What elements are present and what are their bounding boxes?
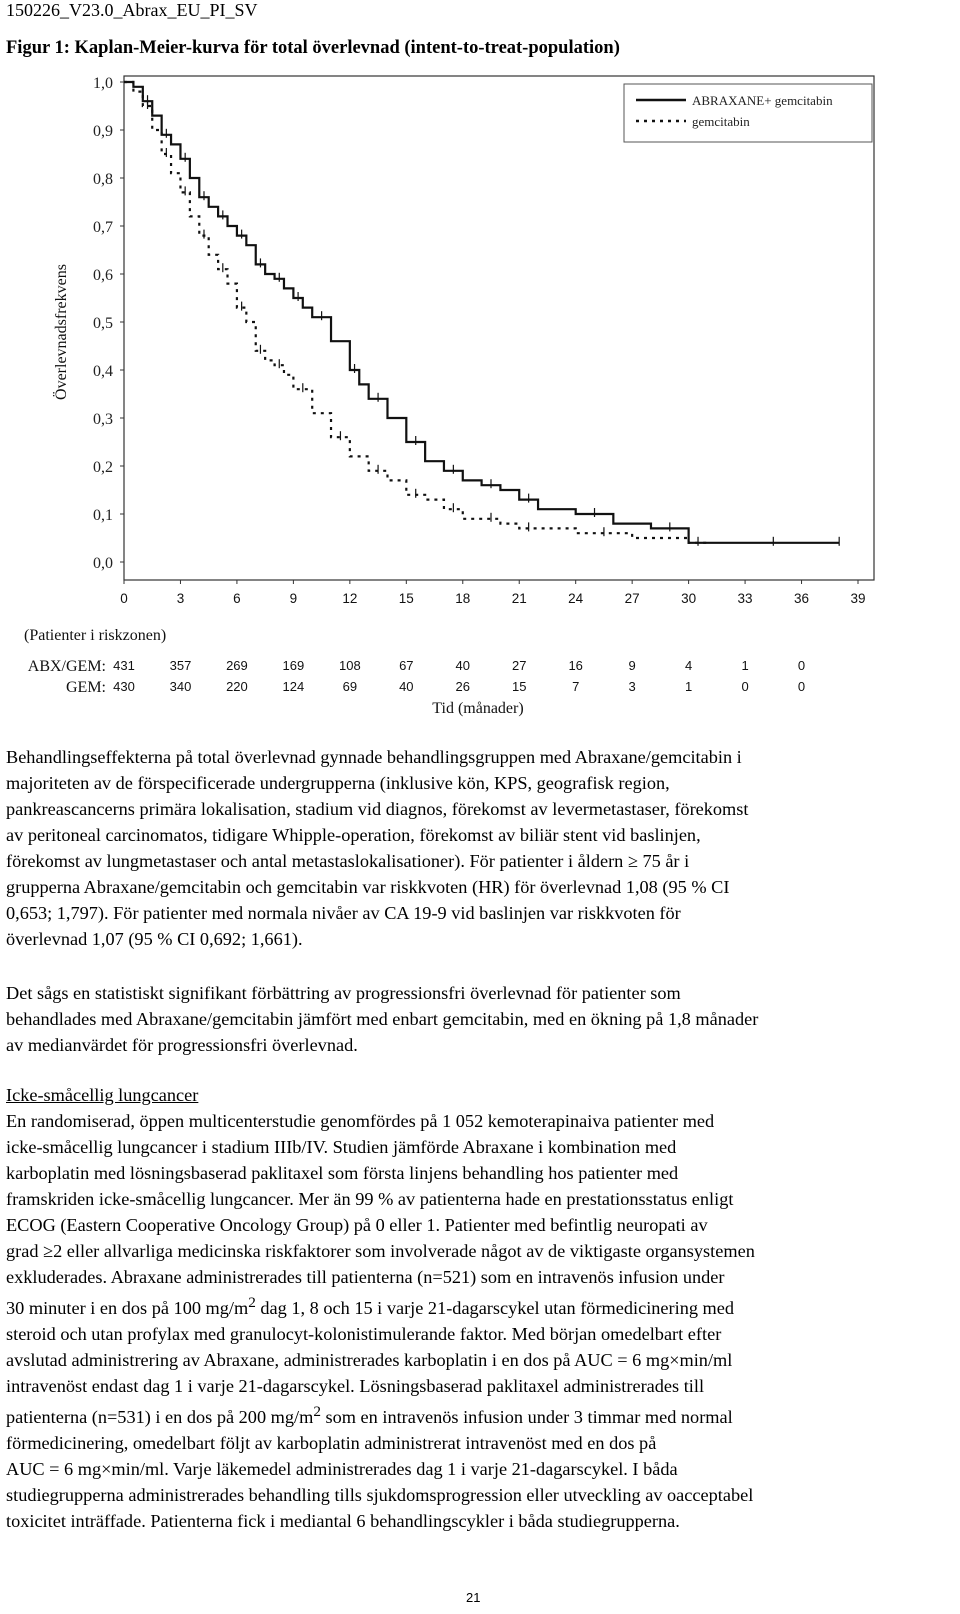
text-line: grupperna Abraxane/gemcitabin och gemcitabin var riskkvoten (HR) för överlevnad 1,08 (95 % CI: [6, 877, 730, 897]
y-tick-label: 0,0: [93, 555, 113, 572]
y-tick-label: 0,9: [93, 123, 113, 140]
risk-value: 124: [282, 679, 305, 694]
chart-axes: [124, 76, 874, 580]
risk-value: 269: [226, 658, 248, 673]
text-line: pankreascancerns primära lokalisation, stadium vid diagnos, förekomst av levermetastaser, förekomst: [6, 799, 749, 819]
risk-value: 0: [741, 679, 749, 694]
section-heading: Icke-småcellig lungcancer: [6, 1085, 199, 1105]
risk-value: 67: [399, 658, 414, 673]
risk-value: 26: [455, 679, 471, 694]
y-tick-label: 0,7: [93, 219, 113, 236]
y-tick-label: 0,2: [93, 459, 113, 476]
x-tick-label: 15: [398, 591, 414, 606]
text-line: av medianvärdet för progressionsfri överlevnad.: [6, 1035, 358, 1055]
text-fragment: patienterna (n=531) i en dos på 200 mg/m: [6, 1407, 314, 1428]
text-line: studiegrupperna administrerades behandling tills sjukdomsprogression eller utveckling av oacceptabel: [6, 1485, 754, 1506]
x-tick-label: 18: [455, 591, 471, 606]
y-tick-label: 0,8: [93, 171, 113, 188]
y-tick-label: 0,5: [93, 315, 113, 332]
risk-table-values: [113, 658, 805, 694]
x-tick-label: 21: [511, 591, 527, 606]
text-line: grad ≥2 eller allvarliga medicinska riskfaktorer som involverade något av de viktigaste organsystemen: [6, 1241, 755, 1261]
superscript: 2: [248, 1294, 256, 1311]
x-tick-label: 9: [289, 591, 298, 606]
paragraph-pfs: [6, 980, 956, 1058]
risk-value: 27: [511, 658, 527, 673]
text-line-dose-paclitaxel: [6, 1399, 956, 1430]
x-tick-labels: [120, 580, 865, 606]
risk-value: 340: [169, 679, 192, 694]
risk-value: 69: [342, 679, 358, 694]
risk-value: 1: [741, 658, 749, 673]
risk-value: 40: [399, 679, 414, 694]
chart-legend: [624, 84, 872, 142]
text-line: Det sågs en statistiskt signifikant förbättring av progressionsfri överlevnad för patienter som: [6, 983, 681, 1003]
survival-curve-abraxane-gemcitabin: [124, 82, 839, 543]
risk-value: 16: [568, 658, 583, 673]
y-tick-label: 0,6: [93, 267, 113, 284]
x-tick-label: 0: [120, 591, 128, 606]
survival-curves: [124, 82, 839, 546]
text-line: förekomst av lungmetastaser och antal metastaslokalisationer). För patienter i åldern ≥ 75 år i: [6, 851, 690, 871]
page-number: 21: [466, 1590, 481, 1605]
figure-title: Figur 1: Kaplan-Meier-kurva för total överlevnad (intent-to-treat-population): [6, 38, 620, 58]
text-fragment: dag 1, 8 och 15 i varje 21-dagarscykel utan förmedicinering med: [255, 1298, 735, 1319]
text-line: 0,653; 1,797). För patienter med normala nivåer av CA 19-9 vid baslinjen var riskkvoten för: [6, 903, 681, 923]
text-line: ECOG (Eastern Cooperative Oncology Group) på 0 eller 1. Patienter med befintlig neuropati av: [6, 1215, 708, 1235]
risk-value: 9: [628, 658, 636, 673]
risk-value: 0: [797, 658, 806, 673]
risk-table-title: (Patienter i riskzonen): [24, 627, 167, 644]
x-axis-label: Tid (månader): [432, 700, 524, 717]
x-tick-label: 30: [681, 591, 697, 606]
risk-value: 15: [511, 679, 527, 694]
text-line-dose-abraxane: [6, 1290, 956, 1321]
document-id-header: 150226_V23.0_Abrax_EU_PI_SV: [6, 0, 258, 20]
x-tick-label: 6: [233, 591, 241, 606]
legend-label-abraxane: ABRAXANE+ gemcitabin: [692, 93, 833, 108]
risk-value: 220: [226, 679, 248, 694]
text-fragment: som en intravenös infusion under 3 timmar med normal: [320, 1407, 733, 1428]
superscript: 2: [313, 1403, 321, 1421]
plot-frame: [124, 76, 874, 580]
text-fragment: 30 minuter i en dos på 100 mg/m: [6, 1298, 249, 1319]
risk-value: 357: [169, 658, 192, 673]
text-line: majoriteten av de förspecificerade undergrupperna (inklusive kön, KPS, geografisk region,: [6, 773, 670, 793]
text-line: intravenöst endast dag 1 i varje 21-dagarscykel. Lösningsbaserad paklitaxel administrerades till: [6, 1376, 705, 1397]
text-line: framskriden icke-småcellig lungcancer. Mer än 99 % av patienterna hade en prestationsstatus enligt: [6, 1189, 734, 1209]
risk-value: 0: [797, 679, 806, 694]
x-tick-label: 12: [342, 591, 358, 606]
risk-value: 430: [113, 679, 135, 694]
risk-value: 40: [455, 658, 471, 673]
text-line: behandlades med Abraxane/gemcitabin jämfört med enbart gemcitabin, med en ökning på 1,8 månader: [6, 1009, 759, 1029]
x-tick-label: 3: [176, 591, 185, 606]
risk-value: 169: [282, 658, 305, 673]
text-line: förmedicinering, omedelbart följt av karboplatin administrerat intravenöst med en dos på: [6, 1433, 657, 1454]
y-tick-label: 0,1: [93, 507, 113, 524]
kaplan-meier-chart: [0, 0, 960, 720]
text-line: av peritoneal carcinomatos, tidigare Whipple-operation, förekomst av biliär stent vid baslinjen,: [6, 825, 701, 845]
risk-value: 431: [113, 658, 135, 673]
text-line: icke-småcellig lungcancer i stadium IIIb/IV. Studien jämförde Abraxane i kombination med: [6, 1137, 677, 1157]
y-tick-label: 0,4: [93, 363, 113, 380]
y-tick-label: 1,0: [93, 75, 113, 92]
y-tick-label: 0,3: [93, 411, 113, 428]
x-tick-label: 27: [624, 591, 640, 606]
x-tick-label: 33: [737, 591, 753, 606]
text-line: karboplatin med lösningsbaserad paklitaxel som första linjens behandling hos patienter med: [6, 1163, 679, 1183]
x-tick-label: 24: [568, 591, 584, 606]
risk-value: 1: [684, 679, 693, 694]
y-tick-labels: [93, 75, 124, 572]
risk-row-label-abx: ABX/GEM:: [27, 658, 106, 675]
text-line: överlevnad 1,07 (95 % CI 0,692; 1,661).: [6, 929, 303, 949]
paragraph-subgroups: [6, 744, 956, 952]
text-line: steroid och utan profylax med granulocyt-kolonistimulerande faktor. Med början omedelbart efter: [6, 1324, 722, 1345]
survival-curve-gemcitabin: [124, 82, 707, 543]
text-line: exkluderades. Abraxane administrerades till patienterna (n=521) som en intravenös infusion under: [6, 1267, 725, 1287]
text-line: En randomiserad, öppen multicenterstudie genomfördes på 1 052 kemoterapinaiva patienter med: [6, 1111, 715, 1131]
text-line: toxicitet inträffade. Patienterna fick i mediantal 6 behandlingscykler i båda studiegrupperna.: [6, 1511, 680, 1532]
risk-value: 3: [628, 679, 636, 694]
x-tick-label: 36: [794, 591, 810, 606]
y-axis-label: Överlevnadsfrekvens: [53, 264, 70, 400]
text-line: Behandlingseffekterna på total överlevnad gynnade behandlingsgruppen med Abraxane/gemcitabin i: [6, 747, 742, 767]
section-nsclc: [6, 1082, 956, 1534]
text-line: avslutad administrering av Abraxane, administrerades karboplatin i en dos på AUC = 6 mg×min/ml: [6, 1350, 733, 1371]
risk-value: 108: [338, 658, 361, 673]
risk-row-label-gem: GEM:: [66, 679, 106, 696]
risk-value: 4: [684, 658, 693, 673]
legend-label-gemcitabin: gemcitabin: [692, 114, 750, 129]
x-tick-label: 39: [850, 591, 866, 606]
text-line: AUC = 6 mg×min/ml. Varje läkemedel administrerades dag 1 i varje 21-dagarscykel. I båda: [6, 1459, 678, 1480]
risk-value: 7: [572, 679, 580, 694]
